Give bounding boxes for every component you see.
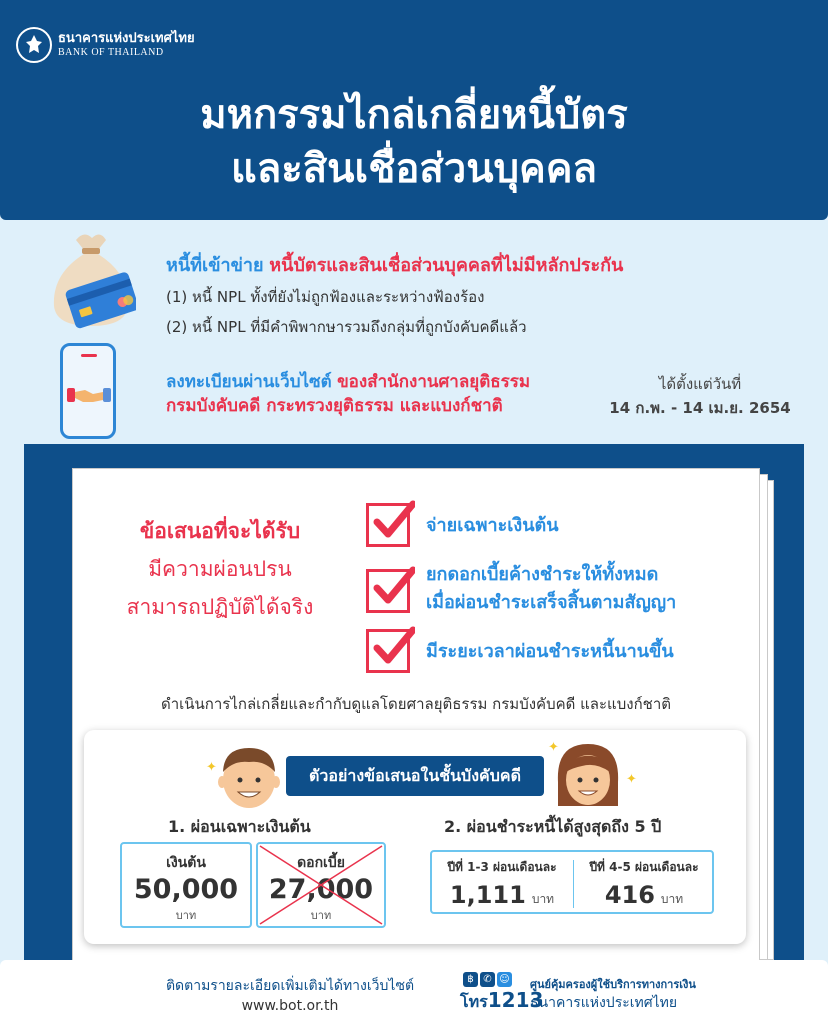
benefit-2-line1: ยกดอกเบี้ยค้างชำระให้ทั้งหมด [426, 564, 659, 585]
example-title-pill: ตัวอย่างข้อเสนอในชั้นบังคับคดี [286, 756, 544, 796]
consumer-center-name: ศูนย์คุ้มครองผู้ใช้บริการทางการเงิน [530, 978, 696, 991]
years-1-3-amount: 1,111 [449, 881, 526, 909]
bot-logo[interactable] [16, 27, 195, 63]
offer-heading: ข้อเสนอที่จะได้รับ [139, 519, 301, 543]
principal-box [120, 842, 252, 928]
plan1-title: 1. ผ่อนเฉพาะเงินต้น [168, 817, 311, 836]
consumer-center [530, 976, 696, 1012]
benefit-1: จ่ายเฉพาะเงินต้น [426, 515, 559, 536]
phone-icon: ✆ [480, 972, 495, 987]
benefit-2-line2: เมื่อผ่อนชำระเสร็จสิ้นตามสัญญา [426, 592, 677, 613]
principal-amount: 50,000 [133, 874, 239, 905]
years-1-3-unit: บาท [531, 892, 555, 906]
interest-label: ดอกเบี้ย [297, 855, 345, 871]
managed-by-text: ดำเนินการไกล่เกลี่ยและกำกับดูแลโดยศาลยุติธรรม กรมบังคับคดี และแบงก์ชาติ [161, 695, 671, 713]
woman-face-icon [552, 736, 622, 812]
date-range: 14 ก.พ. - 14 เม.ย. 2654 [609, 399, 791, 417]
logo-english-text: BANK OF THAILAND [58, 46, 164, 58]
cross-out-icon [258, 844, 384, 926]
years-4-5-label: ปีที่ 4-5 ผ่อนเดือนละ [589, 860, 699, 874]
hotline-number: 1213 [487, 988, 544, 1012]
interest-unit: บาท [310, 909, 332, 922]
eligibility-desc: หนี้บัตรและสินเชื่อส่วนบุคคลที่ไม่มีหลักประกัน [269, 255, 624, 276]
date-from-label: ได้ตั้งแต่วันที่ [658, 375, 742, 393]
page-title-line2: และสินเชื่อส่วนบุคคล [230, 146, 597, 192]
follow-block [160, 976, 420, 1016]
logo-thai-text: ธนาคารแห่งประเทศไทย [58, 31, 195, 47]
eligibility-item-2: (2) หนี้ NPL ที่มีคำพิพากษารวมถึงกลุ่มที่ถูกบังคับคดีแล้ว [166, 318, 527, 336]
eligibility-item-1: (1) หนี้ NPL ทั้งที่ยังไม่ถูกฟ้องและระหว่างฟ้องร้อง [166, 288, 485, 306]
check-icon [366, 503, 410, 547]
website-link[interactable]: www.bot.or.th [241, 998, 339, 1014]
smile-icon: ☺ [497, 972, 512, 987]
offer-sub2: สามารถปฏิบัติได้จริง [126, 595, 314, 619]
principal-unit: บาท [175, 909, 197, 922]
phone-handshake-icon [60, 343, 116, 439]
years-1-3-label: ปีที่ 1-3 ผ่อนเดือนละ [447, 860, 557, 874]
registration-section [166, 370, 530, 418]
years-4-5-unit: บาท [660, 892, 684, 906]
check-icon [366, 629, 410, 673]
offer-heading-block [100, 512, 340, 626]
offer-sub1: มีความผ่อนปรน [148, 557, 292, 581]
eligibility-section [166, 250, 623, 339]
contact-icons [463, 972, 512, 987]
registration-dates [600, 372, 800, 420]
check-icon [366, 569, 410, 613]
bitcoin-icon: ฿ [463, 972, 478, 987]
money-bag-card-icon [46, 226, 136, 336]
years-4-5-amount: 416 [604, 881, 655, 909]
sparkle-icon: ✦ [206, 760, 217, 775]
principal-label: เงินต้น [166, 855, 206, 871]
man-face-icon [214, 738, 284, 814]
benefit-2 [426, 561, 676, 617]
benefit-3: มีระยะเวลาผ่อนชำระหนี้นานขึ้น [426, 641, 674, 662]
bank-name: ธนาคารแห่งประเทศไทย [530, 995, 678, 1011]
sparkle-icon: ✦ [548, 740, 559, 755]
register-org1: ของสำนักงานศาลยุติธรรม [337, 372, 531, 392]
interest-box [256, 842, 386, 928]
interest-amount: 27,000 [268, 874, 374, 905]
eligibility-label: หนี้ที่เข้าข่าย [166, 255, 264, 276]
bot-seal-icon [16, 27, 52, 63]
register-org2: กรมบังคับคดี กระทรวงยุติธรรม และแบงก์ชาติ [166, 396, 503, 416]
sparkle-icon: ✦ [626, 772, 637, 787]
page-title-line1: มหกรรมไกล่เกลี่ยหนี้บัตร [200, 92, 628, 138]
installment-box [430, 850, 714, 914]
follow-text: ติดตามรายละเอียดเพิ่มเติมได้ทางเว็บไซต์ [165, 978, 415, 994]
register-label: ลงทะเบียนผ่านเว็บไซต์ [166, 372, 332, 392]
hotline-prefix: โทร [460, 992, 488, 1011]
plan2-title: 2. ผ่อนชำระหนี้ได้สูงสุดถึง 5 ปี [444, 817, 662, 836]
